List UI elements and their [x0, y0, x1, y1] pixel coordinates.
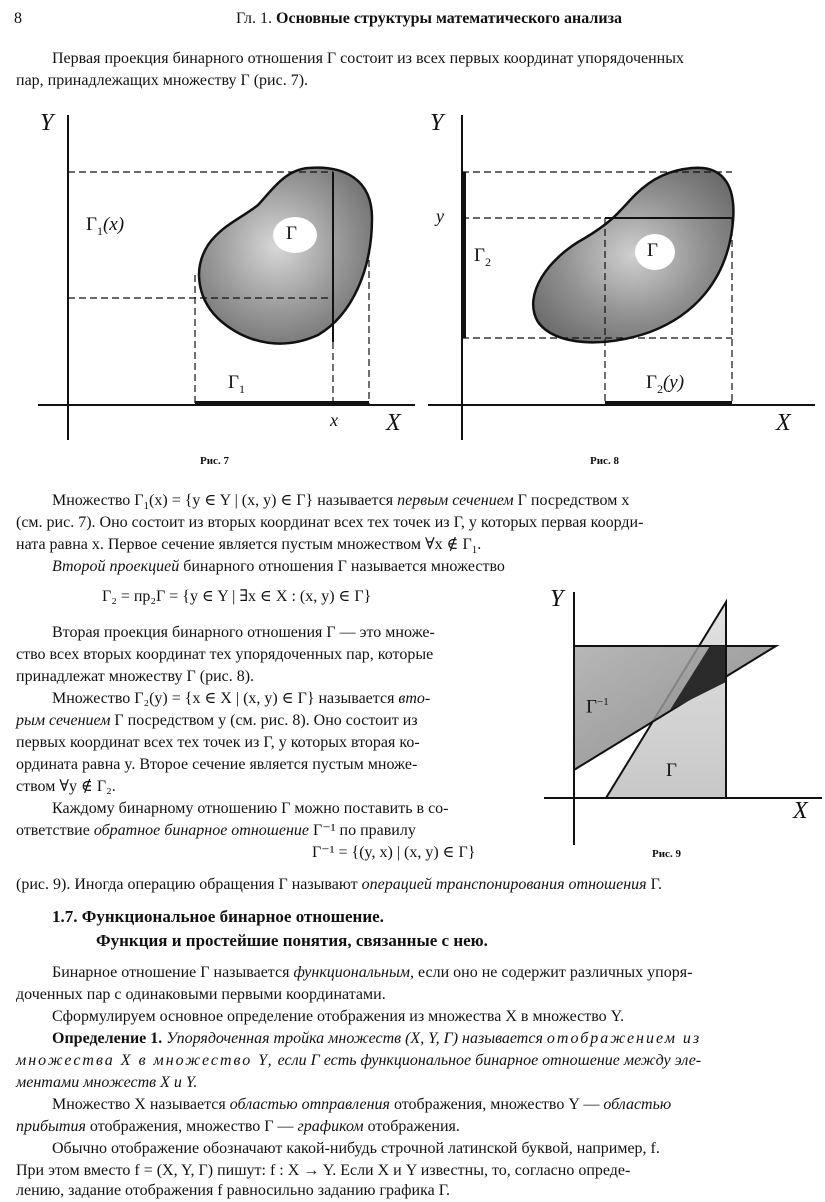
fig8-gamma-region [533, 168, 733, 343]
fig8-section-label: $\Gamma_2(y)$ [646, 372, 685, 396]
fig8-gamma-label: Γ [647, 240, 658, 261]
fig7-x-tick-label: x [330, 410, 338, 430]
fig8-y-axis-label: Y [430, 110, 444, 136]
fig7-gamma-region [199, 168, 372, 344]
fig8-y-tick-label: y [436, 206, 444, 226]
fig7-x-axis-label: X [386, 410, 401, 436]
figure-8 [420, 110, 820, 450]
fig7-caption: Рис. 7 [200, 455, 229, 467]
fig8-x-axis-label: X [776, 410, 791, 436]
fig9-x-axis-label: X [793, 798, 808, 824]
inverse-line-1: Каждому бинарному отношению Γ можно поставить в со- [52, 800, 449, 817]
chapter-number: Гл. 1. [236, 10, 273, 27]
second-section-line-1: Множество Γ₂(y) = {x ∈ X | (x, y) ∈ Γ} называется вто- [52, 690, 431, 707]
fig8-caption: Рис. 8 [590, 455, 619, 467]
functional-line-1: Бинарное отношение Γ называется функциональным, если оно не содержит различных упоря- [52, 964, 693, 981]
first-section-line-3: ната равна x. Первое сечение является пустым множеством ∀x ∉ $\Gamma_1$. [16, 536, 482, 557]
figure-9 [540, 590, 825, 850]
fig7-gamma-label: Γ [286, 223, 297, 244]
second-projection-desc-1: Вторая проекция бинарного отношения Γ — это множе- [52, 624, 435, 641]
first-section-line-2: (см. рис. 7). Оно состоит из вторых координат всех тех точек из Γ, у которых первая коорди- [16, 514, 644, 531]
chapter-title: Основные структуры математического анализа [276, 10, 623, 27]
second-section-line-2: рым сечением Γ посредством y (см. рис. 8). Оно состоит из [16, 712, 418, 729]
page-number: 8 [14, 10, 22, 27]
inverse-line-3: (рис. 9). Иногда операцию обращения Γ называют операцией транспонирования отношения Γ. [16, 876, 662, 893]
definition-line-1: Определение 1. Упорядоченная тройка множеств (X, Y, Γ) называется отображением из [52, 1030, 702, 1047]
functional-line-2: доченных пар с одинаковыми первыми координатами. [16, 986, 386, 1003]
second-section-line-3: первых координат всех тех точек из Γ, у которых вторая ко- [16, 734, 420, 751]
inverse-formula: Γ⁻¹ = {(y, x) | (x, y) ∈ Γ} [312, 844, 476, 861]
fig9-gamma-label: Γ [666, 760, 677, 781]
intro-line-1: Первая проекция бинарного отношения Γ состоит из всех первых координат упорядоченных [52, 50, 684, 67]
first-section-line-1: Множество $\Gamma_1(x) = \{y$ ∈ Y | (x, y) ∈ Γ} называется первым сечением Γ посредством x [52, 492, 630, 513]
fig7-projection-label: $\Gamma_1$ [228, 372, 245, 396]
running-header [236, 8, 622, 30]
domain-line-2: прибытия отображения, множество Γ — графиком отображения. [16, 1118, 460, 1135]
second-projection-desc-3: принадлежат множеству Γ (рис. 8). [16, 668, 255, 685]
notation-line-3: лению, задание отображения f равносильно заданию графика Γ. [16, 1182, 451, 1199]
section-heading-line-1: 1.7. Функциональное бинарное отношение. [52, 907, 384, 926]
fig7-y-axis-label: Y [40, 110, 54, 136]
inverse-line-2: ответствие обратное бинарное отношение Γ⁻¹ по правилу [16, 822, 416, 839]
intro-line-2: пар, принадлежащих множеству Γ (рис. 7). [16, 72, 309, 89]
fig9-caption: Рис. 9 [652, 848, 681, 860]
second-projection-desc-2: ство всех вторых координат тех упорядоченных пар, которые [16, 646, 434, 663]
fig7-section-label: $\Gamma_1(x)$ [86, 214, 125, 238]
notation-line-1: Обычно отображение обозначают какой-нибудь строчной латинской буквой, например, f. [52, 1140, 660, 1157]
section-heading-line-2: Функция и простейшие понятия, связанные с нею. [96, 931, 488, 950]
second-projection-intro: Второй проекцией бинарного отношения Γ называется множество [52, 558, 505, 575]
second-section-line-5: ством ∀y ∉ Γ₂. [16, 778, 116, 795]
fig8-projection-label: $\Gamma_2$ [474, 245, 491, 269]
fig9-y-axis-label: Y [550, 586, 564, 612]
definition-line-3: ментами множеств X и Y. [16, 1074, 198, 1091]
domain-line-1: Множество X называется областью отправления отображения, множество Y — областью [52, 1096, 672, 1113]
definition-line-2: множества X в множество Y, если Γ есть функциональное бинарное отношение между эле- [16, 1052, 702, 1069]
notation-line-2: При этом вместо f = (X, Y, Γ) пишут: f : X → Y. Если X и Y известны, то, согласно опреде- [16, 1162, 631, 1179]
second-projection-formula: Γ₂ = пр₂Γ = {y ∈ Y | ∃x ∈ X : (x, y) ∈ Γ} [102, 588, 372, 605]
figure-7 [0, 110, 420, 450]
fig9-inverse-label: $\Gamma^{-1}$ [586, 696, 609, 718]
second-section-line-4: ордината равна y. Второе сечение является пустым множе- [16, 756, 418, 773]
define-line: Сформулируем основное определение отображения из множества X в множество Y. [52, 1008, 625, 1025]
